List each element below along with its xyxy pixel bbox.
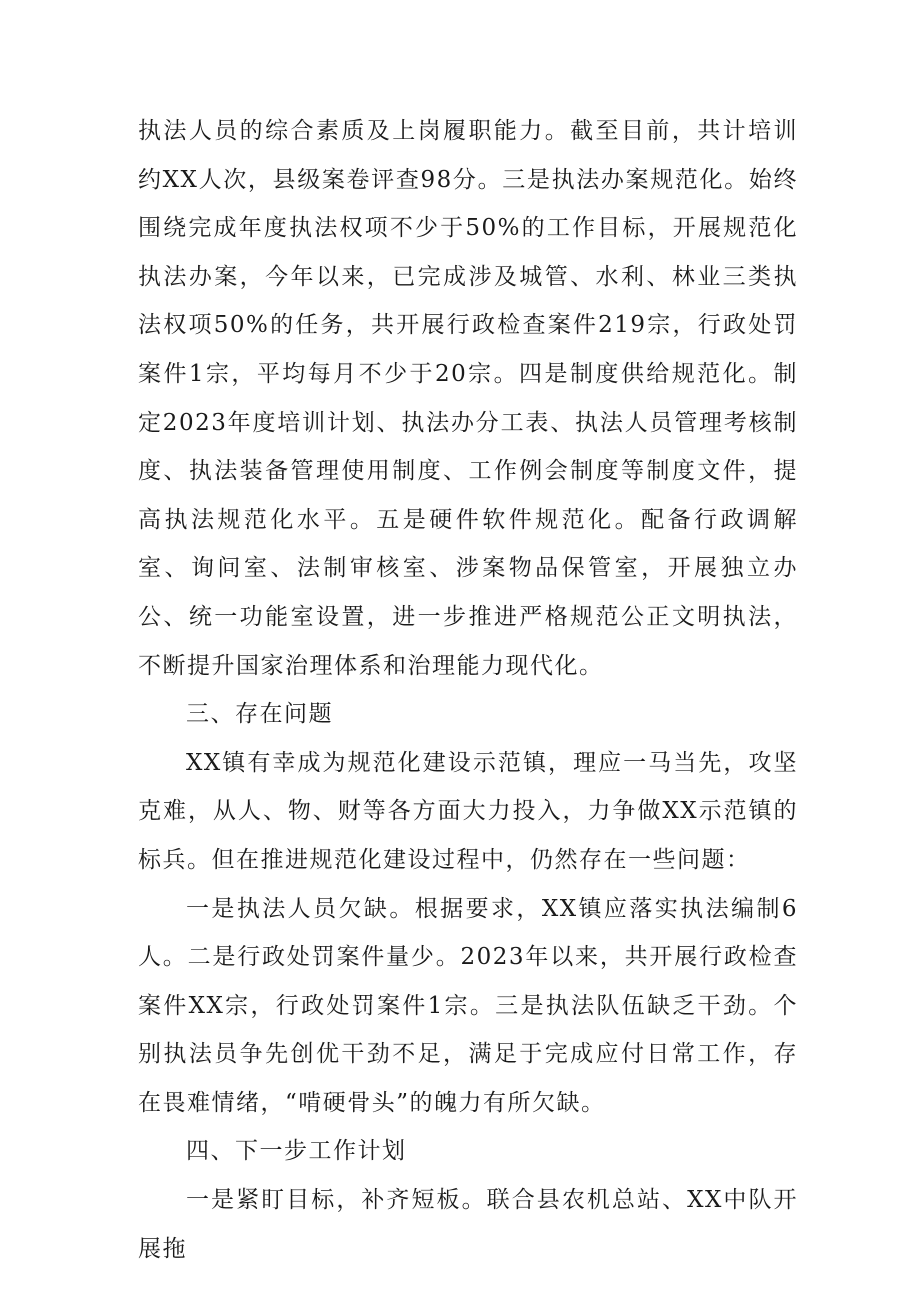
section-heading-problems: 三、存在问题	[186, 701, 333, 728]
section-heading-next-plan: 四、下一步工作计划	[186, 1138, 407, 1165]
paragraph-problems-list: 一是执法人员欠缺。根据要求，XX镇应落实执法编制6人。二是行政处罚案件量少。2023年以来，共开展行政检查案件XX宗，行政处罚案件1宗。三是执法队伍缺乏干劲。个别执法员争先创优干劲不足，满足于完成应付日常工作，存在畏难情绪，“啃硬骨头”的魄力有所欠缺。	[138, 895, 798, 1116]
paragraph-next-plan: 一是紧盯目标，补齐短板。联合县农机总站、XX中队开展拖	[138, 1187, 798, 1262]
paragraph-continued: 执法人员的综合素质及上岗履职能力。截至目前，共计培训约XX人次，县级案卷评查98分。三是执法办案规范化。始终围绕完成年度执法权项不少于50%的工作目标，开展规范化执法办案，今年以来，已完成涉及城管、水利、林业三类执法权项50%的任务，共开展行政检查案件219宗，行政处罚案件1宗，平均每月不少于20宗。四是制度供给规范化。制定2023年度培训计划、执法办分工表、执法人员管理考核制度、执法装备管理使用制度、工作例会制度等制度文件，提高执法规范化水平。五是硬件软件规范化。配备行政调解室、询问室、法制审核室、涉案物品保管室，开展独立办公、统一功能室设置，进一步推进严格规范公正文明执法，不断提升国家治理体系和治理能力现代化。	[138, 118, 798, 679]
paragraph-problems-intro: XX镇有幸成为规范化建设示范镇，理应一马当先，攻坚克难，从人、物、财等各方面大力投入，力争做XX示范镇的标兵。但在推进规范化建设过程中，仍然存在一些问题：	[138, 749, 798, 873]
document-body	[138, 107, 798, 1273]
